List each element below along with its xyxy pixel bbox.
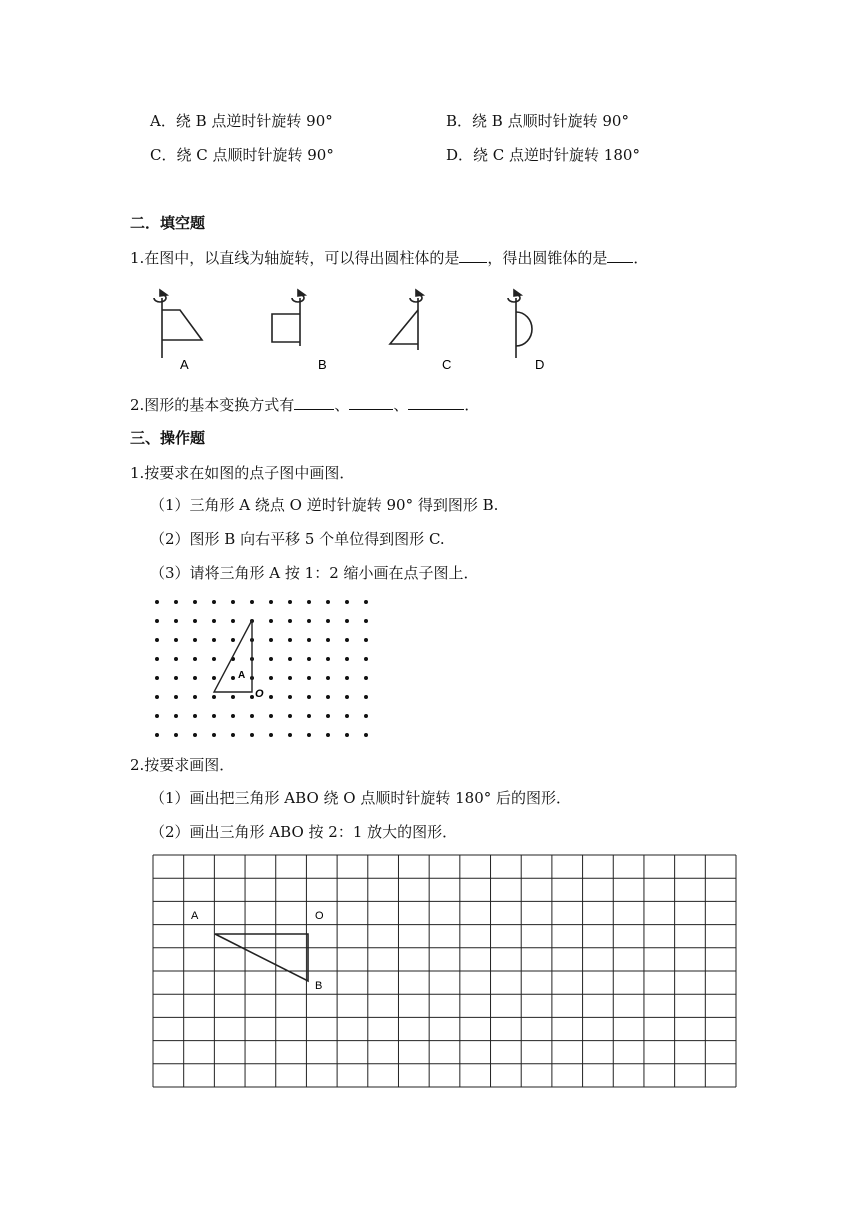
grid-dot	[307, 733, 311, 737]
answer-blank[interactable]	[408, 395, 464, 410]
answer-blank[interactable]	[607, 248, 633, 263]
grid-dot	[269, 657, 273, 661]
grid-dot	[231, 676, 235, 680]
grid-dot	[212, 600, 216, 604]
grid-dot	[193, 638, 197, 642]
square-grid	[153, 855, 737, 1088]
grid-dot	[269, 600, 273, 604]
grid-dot	[364, 733, 368, 737]
grid-dot	[212, 657, 216, 661]
grid-dot	[364, 657, 368, 661]
grid-dot	[193, 600, 197, 604]
figure-a-label: A	[180, 357, 189, 372]
q2-text-end: ．	[464, 396, 480, 414]
grid-dot	[193, 657, 197, 661]
grid-dot	[307, 714, 311, 718]
grid-dot	[288, 657, 292, 661]
operation-question-2: 2.按要求画图．	[130, 756, 235, 774]
figure-d-label: D	[535, 357, 545, 372]
grid-dot	[231, 638, 235, 642]
grid-dot	[364, 676, 368, 680]
q1-text-middle: ，得出圆锥体的是	[487, 249, 608, 267]
grid-dot	[155, 733, 159, 737]
vertex-a-label: A	[191, 910, 199, 922]
grid-dot	[345, 676, 349, 680]
grid-dot	[155, 657, 159, 661]
q1-text-before: 1.在图中，以直线为轴旋转，可以得出圆柱体的是	[130, 249, 460, 267]
triangle-a-label: A	[238, 670, 246, 681]
grid-dot	[364, 714, 368, 718]
grid-dot	[307, 619, 311, 623]
grid-dot	[174, 695, 178, 699]
grid-dot	[250, 695, 254, 699]
grid-dot	[288, 676, 292, 680]
grid-dot	[288, 638, 292, 642]
grid-dot	[326, 600, 330, 604]
grid-dot	[345, 695, 349, 699]
choice-b: B．绕 B 点顺时针旋转 90°	[446, 112, 629, 130]
q2-separator: 、	[334, 396, 350, 414]
grid-dot	[155, 638, 159, 642]
grid-dot	[326, 695, 330, 699]
vertex-b-label: B	[315, 980, 323, 992]
grid-dot	[174, 600, 178, 604]
fill-question-1	[130, 248, 648, 268]
grid-dot	[193, 733, 197, 737]
operation-question-1: 1.按要求在如图的点子图中画图．	[130, 464, 355, 482]
grid-dot	[307, 676, 311, 680]
grid-dot	[193, 695, 197, 699]
grid-dot	[345, 714, 349, 718]
grid-dot	[193, 676, 197, 680]
grid-dot	[288, 600, 292, 604]
grid-dot	[155, 695, 159, 699]
q1-step-3: （3）请将三角形 A 按 1：2 缩小画在点子图上．	[150, 564, 479, 582]
figure-d	[508, 290, 532, 358]
answer-blank[interactable]	[349, 395, 393, 410]
grid-lines	[153, 855, 736, 1087]
grid-dot	[345, 619, 349, 623]
grid-dot	[269, 676, 273, 680]
grid-dot	[345, 638, 349, 642]
grid-dot	[364, 600, 368, 604]
grid-dot	[307, 638, 311, 642]
grid-dot	[364, 695, 368, 699]
grid-dot	[250, 733, 254, 737]
q1-text-end: ．	[633, 249, 649, 267]
grid-dot	[250, 714, 254, 718]
grid-dot	[288, 695, 292, 699]
grid-dots	[155, 600, 368, 737]
grid-dot	[231, 733, 235, 737]
grid-dot	[231, 695, 235, 699]
grid-dot	[345, 657, 349, 661]
grid-dot	[364, 638, 368, 642]
rotation-figures	[140, 284, 570, 376]
grid-dot	[174, 676, 178, 680]
grid-dot	[155, 714, 159, 718]
grid-dot	[307, 695, 311, 699]
grid-dot	[174, 619, 178, 623]
grid-dot	[174, 714, 178, 718]
dot-grid	[145, 592, 375, 742]
grid-dot	[269, 733, 273, 737]
q1-step-2: （2）图形 B 向右平移 5 个单位得到图形 C.	[150, 530, 445, 548]
section-3-title: 三、操作题	[130, 429, 206, 447]
grid-dot	[288, 619, 292, 623]
figure-c-label: C	[442, 357, 452, 372]
choice-d: D．绕 C 点逆时针旋转 180°	[446, 146, 640, 164]
grid-dot	[307, 657, 311, 661]
figure-a	[154, 290, 202, 358]
grid-dot	[326, 657, 330, 661]
q2-text-before: 2.图形的基本变换方式有	[130, 396, 295, 414]
grid-dot	[345, 600, 349, 604]
triangle-a	[214, 620, 252, 692]
q2-step-1: （1）画出把三角形 ABO 绕 O 点顺时针旋转 180° 后的图形．	[150, 789, 572, 807]
grid-dot	[193, 714, 197, 718]
grid-dot	[326, 619, 330, 623]
grid-dot	[250, 600, 254, 604]
grid-dot	[231, 714, 235, 718]
grid-dot	[345, 733, 349, 737]
grid-dot	[364, 619, 368, 623]
grid-dot	[269, 714, 273, 718]
choice-a: A．绕 B 点逆时针旋转 90°	[150, 112, 333, 130]
grid-dot	[326, 714, 330, 718]
grid-dot	[212, 619, 216, 623]
vertex-o-label: O	[315, 910, 324, 922]
grid-dot	[155, 619, 159, 623]
grid-dot	[155, 600, 159, 604]
q1-step-1: （1）三角形 A 绕点 O 逆时针旋转 90° 得到图形 B.	[150, 496, 499, 514]
grid-dot	[174, 638, 178, 642]
grid-dot	[288, 714, 292, 718]
grid-dot	[212, 695, 216, 699]
grid-dot	[231, 619, 235, 623]
grid-dot	[326, 638, 330, 642]
grid-dot	[231, 600, 235, 604]
grid-dot	[212, 638, 216, 642]
grid-dot	[193, 619, 197, 623]
grid-dot	[288, 733, 292, 737]
grid-dot	[269, 619, 273, 623]
grid-dot	[326, 676, 330, 680]
grid-dot	[269, 695, 273, 699]
triangle-abo	[215, 934, 308, 981]
fill-question-2	[130, 395, 479, 415]
answer-blank[interactable]	[294, 395, 334, 410]
grid-dot	[174, 657, 178, 661]
figure-c	[390, 290, 423, 350]
grid-dot	[326, 733, 330, 737]
q2-separator: 、	[393, 396, 409, 414]
grid-dot	[212, 676, 216, 680]
grid-dot	[307, 600, 311, 604]
grid-dot	[212, 733, 216, 737]
grid-dot	[269, 638, 273, 642]
grid-dot	[212, 714, 216, 718]
figure-b-label: B	[318, 357, 327, 372]
figure-b	[272, 290, 305, 346]
q2-step-2: （2）画出三角形 ABO 按 2：1 放大的图形．	[150, 823, 458, 841]
grid-dot	[155, 676, 159, 680]
answer-blank[interactable]	[459, 248, 487, 263]
choice-c: C．绕 C 点顺时针旋转 90°	[150, 146, 334, 164]
point-o-label: O	[255, 688, 264, 700]
grid-dot	[174, 733, 178, 737]
section-2-title: 二．填空题	[130, 214, 206, 232]
